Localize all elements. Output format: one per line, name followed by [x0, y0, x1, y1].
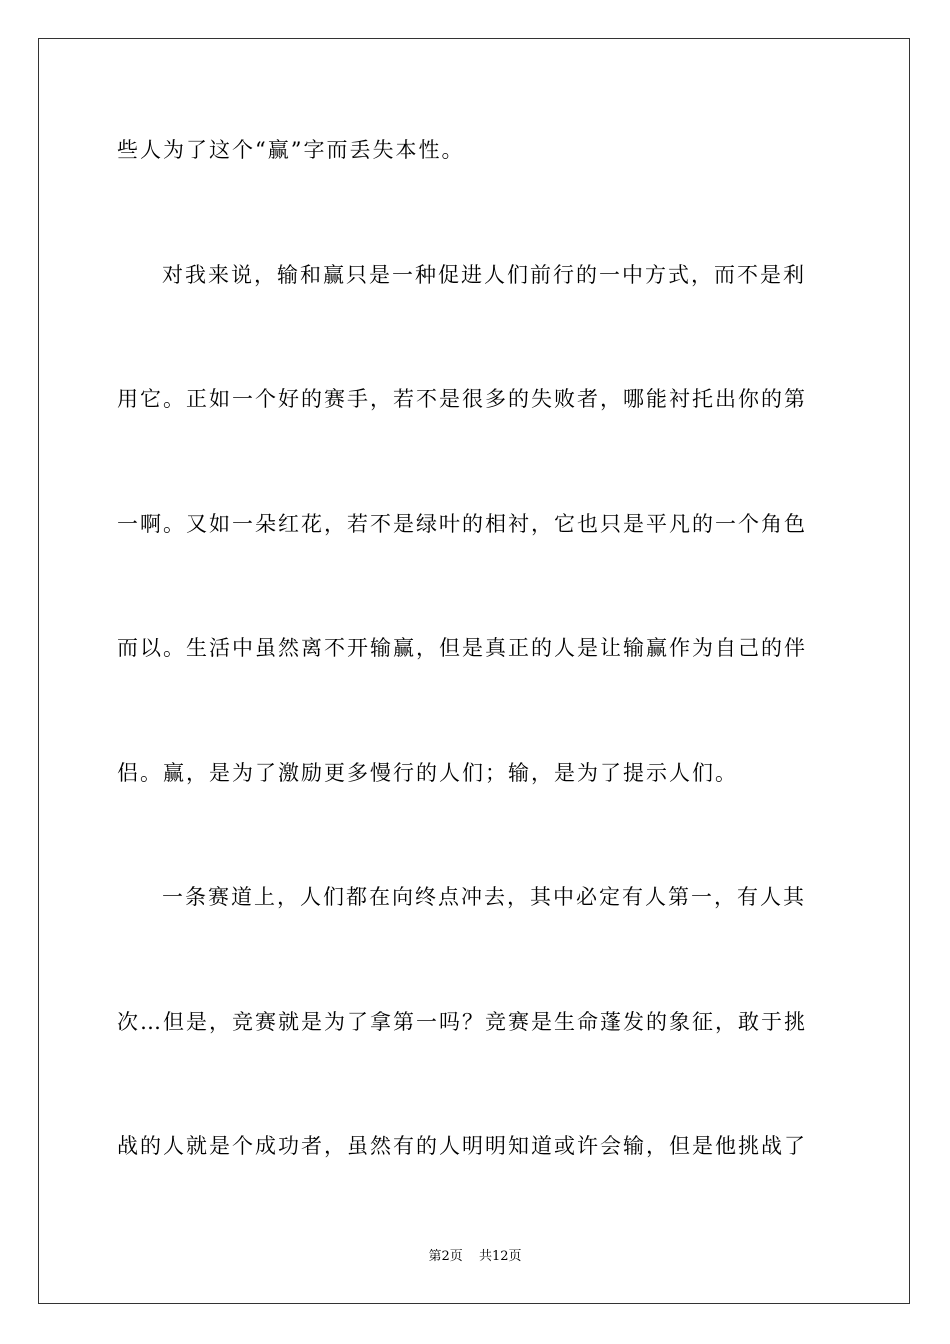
text-line-5: 而以。生活中虽然离不开输赢，但是真正的人是让输赢作为自己的伴	[117, 636, 807, 660]
text-line-1: 些人为了这个“赢”字而丢失本性。	[117, 138, 465, 162]
page-border	[38, 38, 910, 1304]
text-line-9: 战的人就是个成功者，虽然有的人明明知道或许会输，但是他挑战了	[117, 1134, 807, 1158]
page-footer	[0, 1249, 950, 1265]
text-line-2: 对我来说，输和赢只是一种促进人们前行的一中方式，而不是利	[162, 263, 806, 287]
text-line-4: 一啊。又如一朵红花，若不是绿叶的相衬，它也只是平凡的一个角色	[117, 512, 807, 536]
text-line-7: 一条赛道上，人们都在向终点冲去，其中必定有人第一，有人其	[162, 885, 806, 909]
page-number: 第2页	[428, 1249, 463, 1264]
page-total: 共12页	[478, 1249, 522, 1264]
text-line-6: 侣。赢，是为了激励更多慢行的人们；输，是为了提示人们。	[117, 761, 738, 785]
text-line-8: 次…但是，竞赛就是为了拿第一吗？竞赛是生命蓬发的象征，敢于挑	[117, 1010, 807, 1034]
text-line-3: 用它。正如一个好的赛手，若不是很多的失败者，哪能衬托出你的第	[117, 387, 807, 411]
